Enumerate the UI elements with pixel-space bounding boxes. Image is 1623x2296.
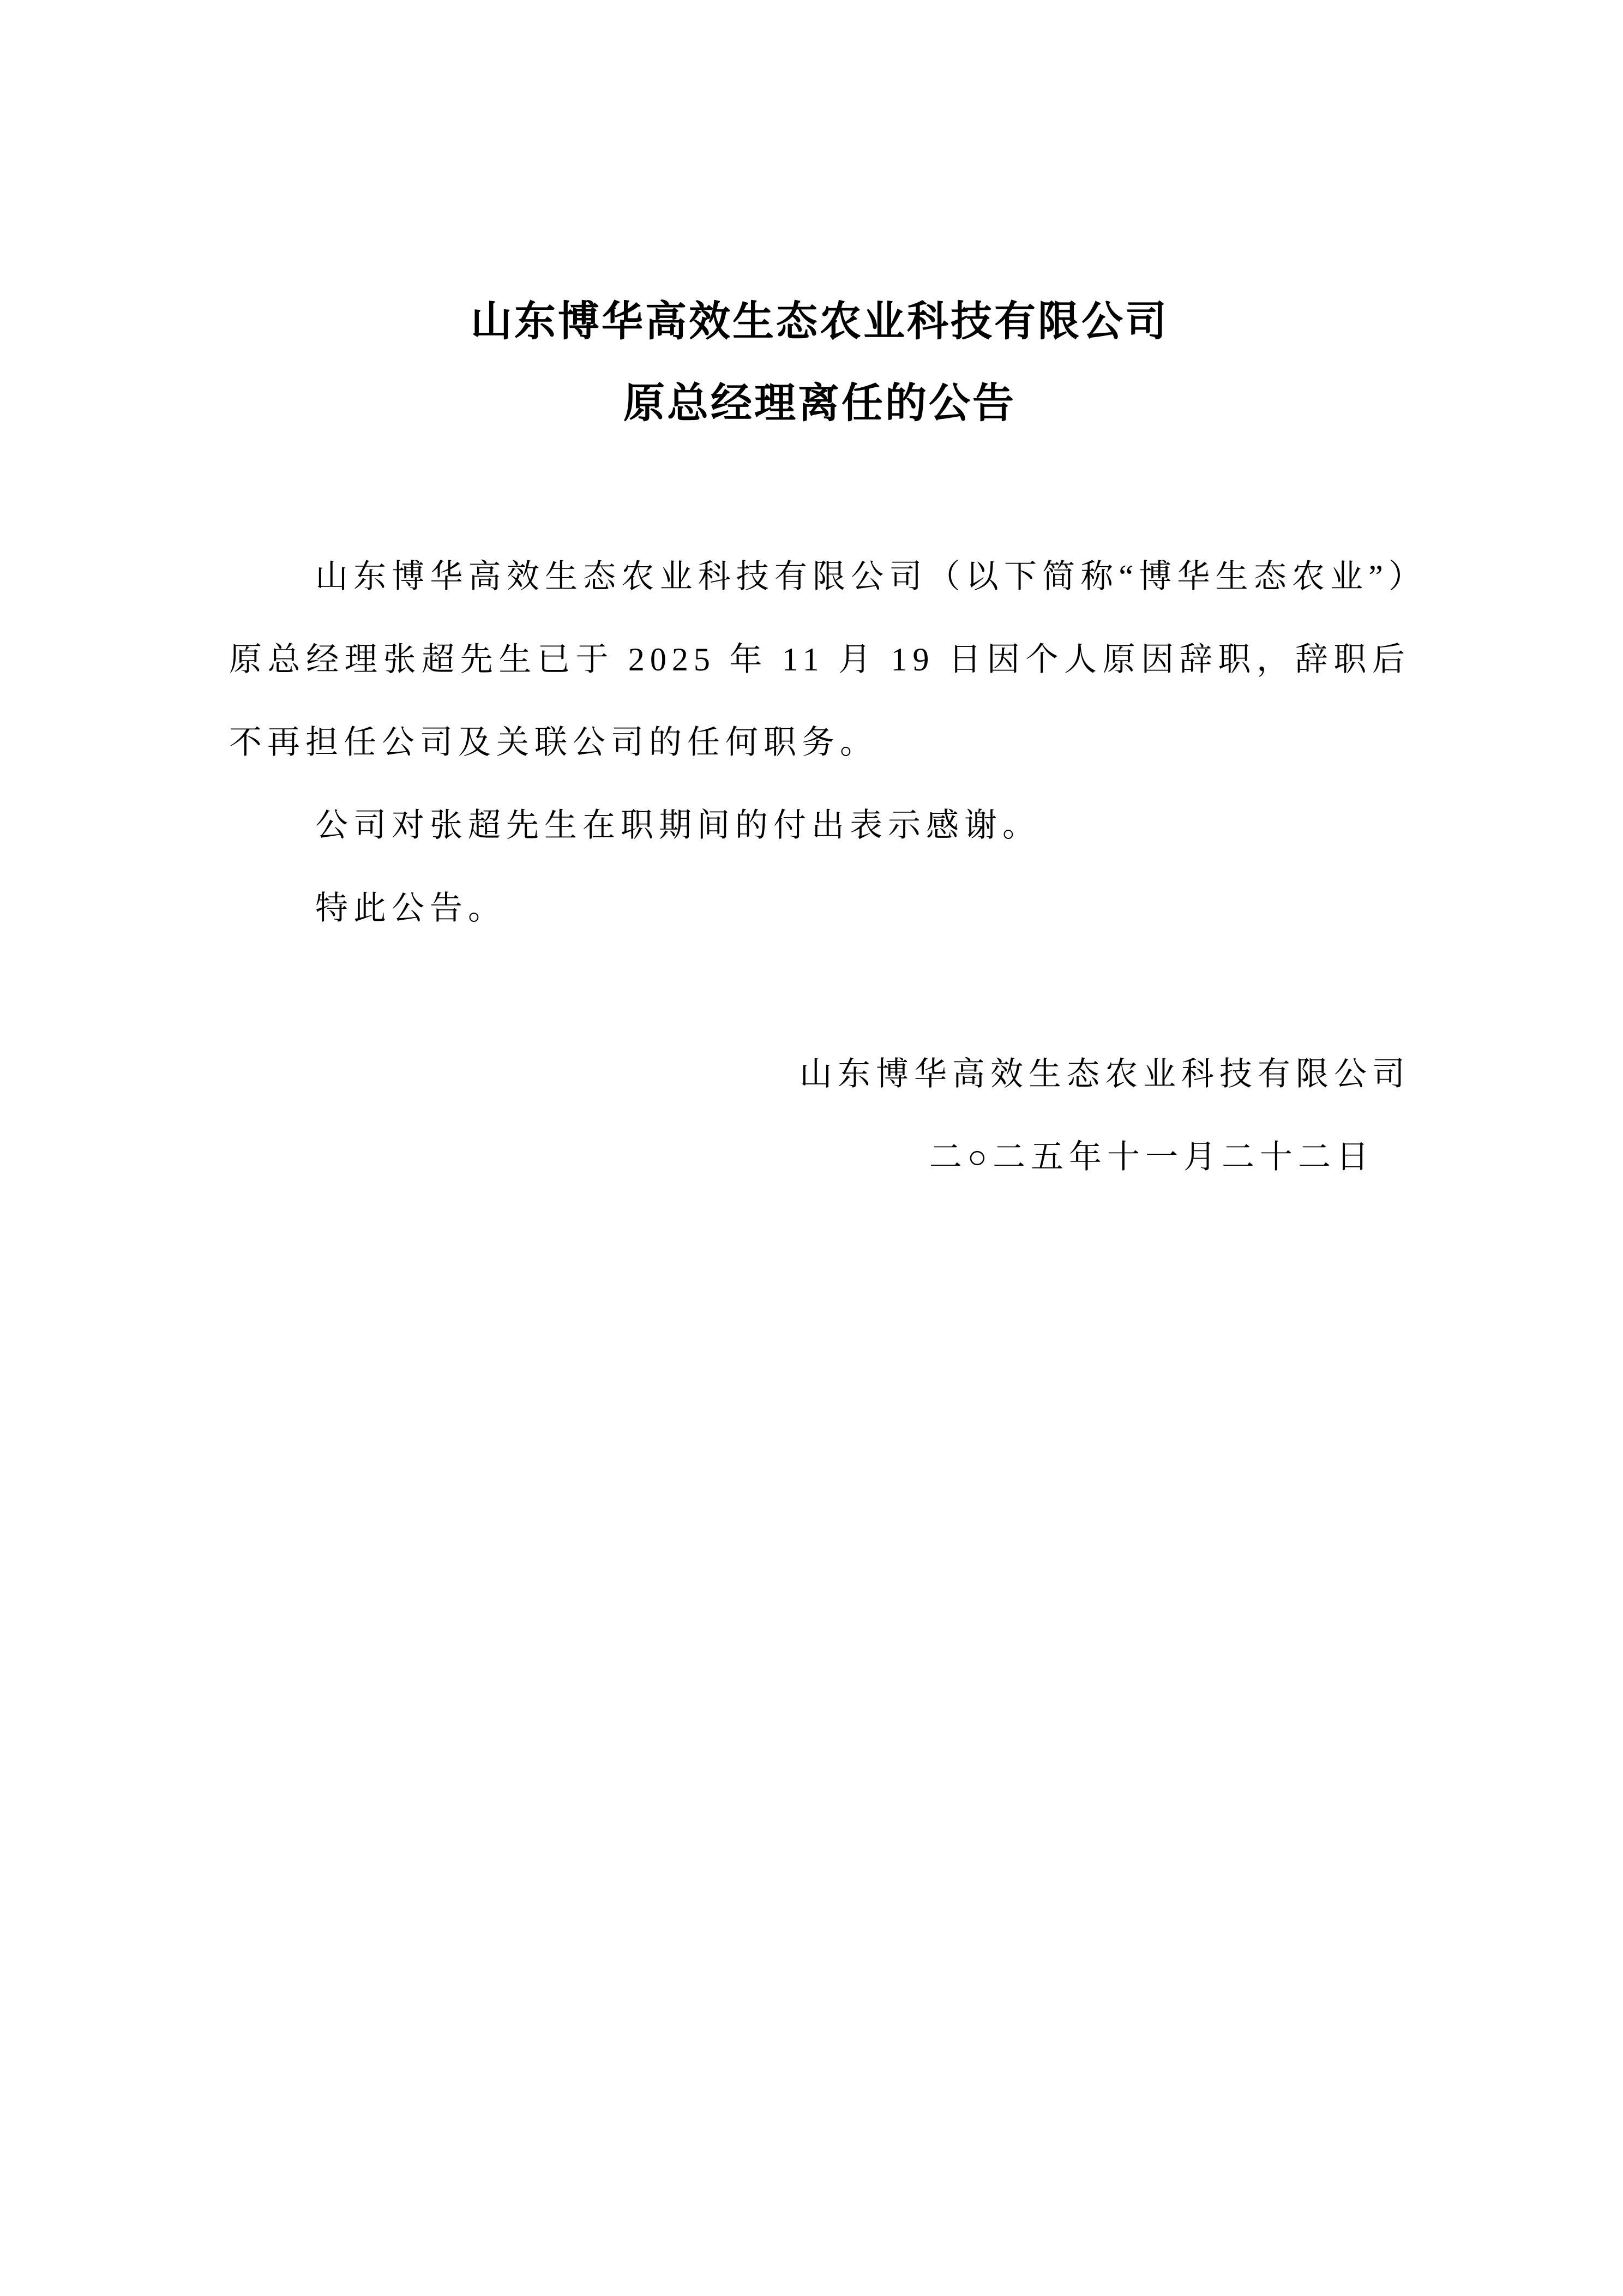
- document-title-company-line: 山东博华高效生态农业科技有限公司: [471, 299, 1169, 345]
- document-title-block: [229, 281, 1410, 445]
- document-body: [229, 535, 1410, 950]
- signature-date: 二○二五年十一月二十二日: [929, 1139, 1374, 1175]
- paragraph-resignation-notice: 山东博华高效生态农业科技有限公司（以下简称“博华生态农业”）原总经理张超先生已于 2025 年 11 月 19 日因个人原因辞职，辞职后不再担任公司及关联公司的任何职务。: [229, 559, 1410, 760]
- signature-block: [229, 1033, 1410, 1198]
- document-title-subject-line: 原总经理离任的公告: [623, 381, 1016, 427]
- paragraph-gratitude: 公司对张超先生在职期间的付出表示感谢。: [315, 807, 1041, 843]
- paragraph-closing: 特此公告。: [315, 890, 506, 926]
- signature-company-name: 山东博华高效生态农业科技有限公司: [800, 1056, 1410, 1092]
